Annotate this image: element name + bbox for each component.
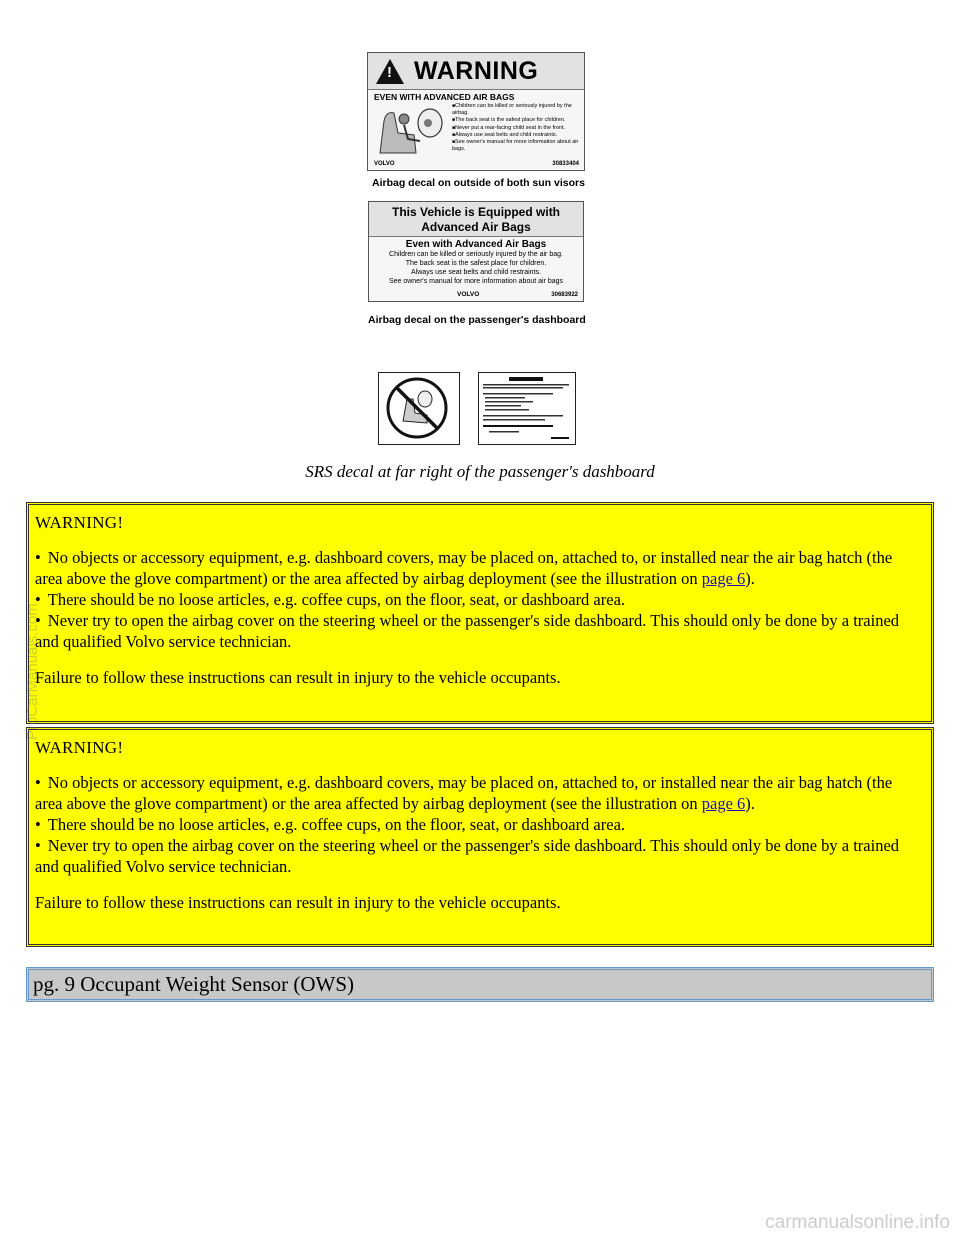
side-watermark: ProCarManuals.com	[24, 603, 41, 740]
sun-visor-airbag-decal	[367, 52, 585, 171]
decal-line: ■ Children can be killed or seriously injured by the airbag.	[452, 103, 582, 117]
warning-title: WARNING!	[35, 513, 124, 532]
section-header: pg. 9 Occupant Weight Sensor (OWS)	[26, 967, 934, 1002]
srs-warning-text-decal	[478, 372, 576, 445]
decal-subheader: Even with Advanced Air Bags	[405, 239, 547, 250]
footer-watermark: carmanualsonline.info	[765, 1212, 950, 1233]
warning-item	[35, 547, 909, 589]
warning-list	[35, 772, 909, 877]
decal-header-line: This Vehicle is Equipped with	[391, 205, 561, 219]
volvo-logo: VOLVO	[457, 291, 480, 298]
decal-header	[368, 53, 584, 90]
srs-warning-text-graphic	[479, 373, 574, 443]
warning-triangle-icon: !	[376, 59, 404, 84]
warning-box	[26, 727, 934, 947]
decal-part-number: 30833404	[552, 161, 579, 167]
decal-line: The back seat is the safest place for children.	[405, 260, 547, 267]
decal-subheader: EVEN WITH ADVANCED AIR BAGS	[374, 92, 515, 102]
decal-line: See owner's manual for more information about air bags	[388, 278, 564, 285]
warning-item: • Never try to open the airbag cover on the steering wheel or the passenger's side dashboard. This should only be done by a trained and qualified Volvo service technician.	[35, 835, 909, 877]
page-6-link[interactable]: page 6	[701, 794, 746, 813]
warning-item: • Never try to open the airbag cover on the steering wheel or the passenger's side dashboard. This should only be done by a trained and qualified Volvo service technician.	[35, 610, 909, 652]
decal-header	[369, 202, 583, 237]
volvo-logo: VOLVO	[374, 161, 395, 167]
decal-text-lines	[452, 103, 582, 153]
dashboard-airbag-decal	[368, 201, 584, 302]
decal-line: ■ Always use seat belts and child restraints.	[452, 132, 582, 139]
warning-title: WARNING!	[35, 738, 124, 757]
warning-text: No objects or accessory equipment, e.g. dashboard covers, may be placed on, attached to, or installed near the air bag hatch (the area above the glove compartment) or the area affected by airbag deployment (see the illustration on	[35, 548, 893, 588]
decal-text-lines	[369, 250, 583, 286]
decal-caption: Airbag decal on the passenger's dashboard	[368, 314, 586, 326]
decal-caption: Airbag decal on outside of both sun visors	[372, 177, 585, 189]
warning-box	[26, 502, 934, 724]
warning-text: ).	[745, 569, 755, 588]
decal-header-text: WARNING	[414, 56, 539, 85]
warning-text: No objects or accessory equipment, e.g. dashboard covers, may be placed on, attached to, or installed near the air bag hatch (the area above the glove compartment) or the area affected by airbag deployment (see the illustration on	[35, 773, 893, 813]
decal-line: Children can be killed or seriously injured by the air bag.	[389, 251, 563, 258]
warning-text: ).	[745, 794, 755, 813]
warning-list	[35, 547, 909, 652]
child-seat-airbag-icon	[374, 103, 446, 157]
warning-item: • There should be no loose articles, e.g. coffee cups, on the floor, seat, or dashboard area.	[35, 589, 909, 610]
decal-part-number: 30683922	[551, 292, 578, 298]
srs-no-child-seat-decal	[378, 372, 460, 445]
warning-item	[35, 772, 909, 814]
decal-line: ■ See owner's manual for more information about air bags.	[452, 139, 582, 153]
no-rear-facing-seat-icon	[379, 373, 458, 443]
srs-decal-caption: SRS decal at far right of the passenger's dashboard	[305, 462, 655, 481]
decal-header-line: Advanced Air Bags	[421, 220, 531, 234]
warning-footer: Failure to follow these instructions can result in injury to the vehicle occupants.	[35, 893, 561, 912]
page-6-link[interactable]: page 6	[701, 569, 746, 588]
warning-item: • There should be no loose articles, e.g. coffee cups, on the floor, seat, or dashboard area.	[35, 814, 909, 835]
decal-line: ■ Never put a rear-facing child seat in the front.	[452, 125, 582, 132]
decal-line: ■ The back seat is the safest place for children.	[452, 117, 582, 124]
warning-footer: Failure to follow these instructions can result in injury to the vehicle occupants.	[35, 668, 561, 687]
decal-line: Always use seat belts and child restraints.	[411, 269, 541, 276]
